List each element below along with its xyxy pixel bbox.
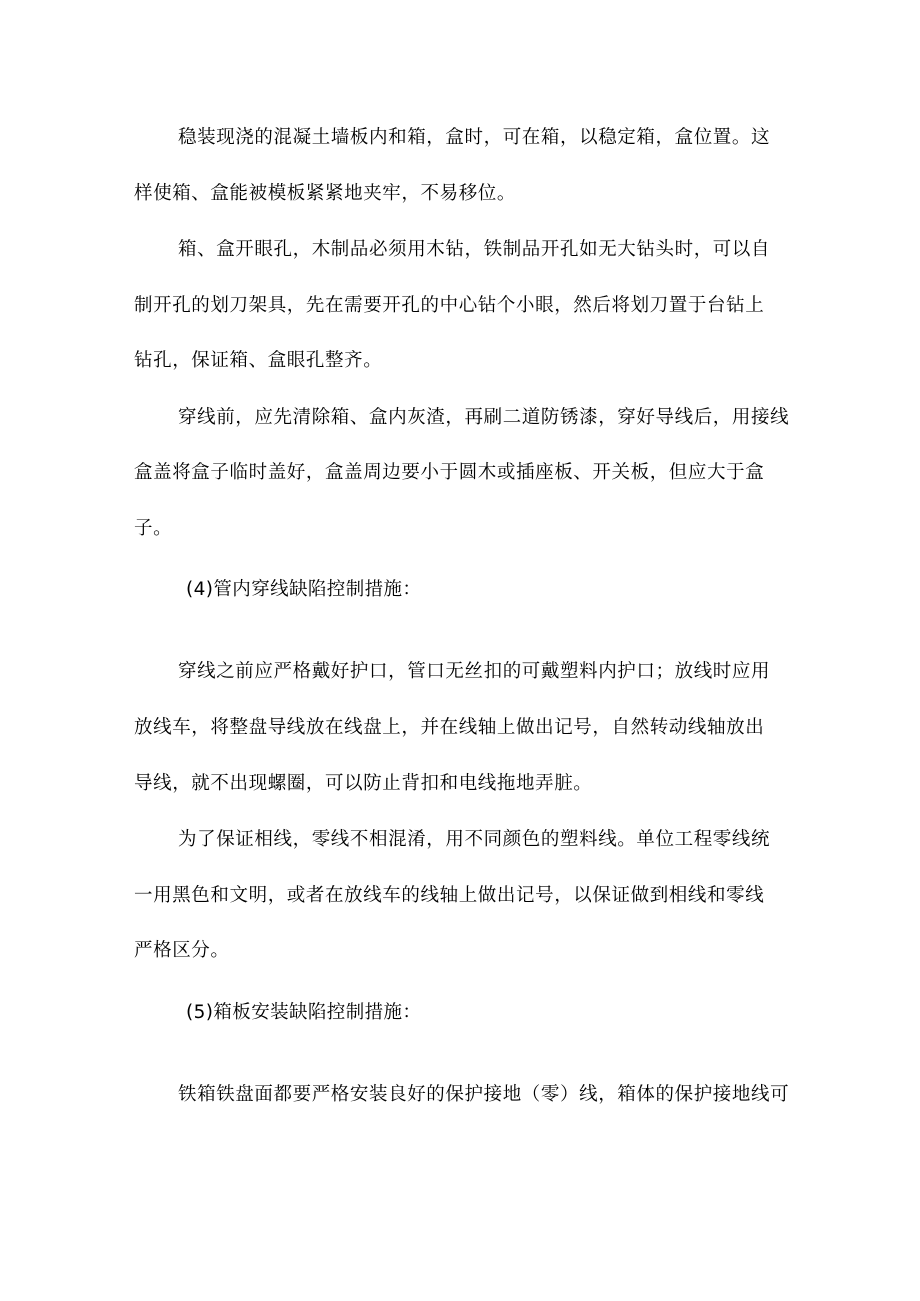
paragraph-1-line-1: 稳装现浇的混凝土墙板内和箱，盒时，可在箱，以稳定箱，盒位置。这 [178, 127, 771, 148]
paragraph-5-line-2: 放线车，将整盘导线放在线盘上，并在线轴上做出记号，自然转动线轴放出 [134, 717, 765, 738]
paragraph-5-line-1: 穿线之前应严格戴好护口，管口无丝扣的可戴塑料内护口；放线时应用 [178, 661, 771, 682]
paragraph-3-line-2: 盒盖将盒子临时盖好，盒盖周边要小于圆木或插座板、开关板，但应大于盒 [134, 462, 765, 483]
paragraph-3-line-3: 子。 [134, 518, 173, 539]
paragraph-8-line-1: 铁箱铁盘面都要严格安装良好的保护接地（零）线，箱体的保护接地线可 [178, 1084, 790, 1105]
section-heading-5: (5)箱板安装缺陷控制措施： [186, 1002, 422, 1023]
section-heading-4: (4)管内穿线缺陷控制措施： [186, 579, 422, 600]
paragraph-2-line-3: 钻孔，保证箱、盒眼孔整齐。 [134, 350, 383, 371]
paragraph-2-line-2: 制开孔的划刀架具，先在需要开孔的中心钻个小眼，然后将划刀置于台钻上 [134, 295, 765, 316]
paragraph-1-line-2: 样使箱、盒能被模板紧紧地夹牢，不易移位。 [134, 183, 517, 204]
paragraph-3-line-1: 穿线前，应先清除箱、盒内灰渣，再刷二道防锈漆，穿好导线后，用接线 [178, 407, 790, 428]
paragraph-6-line-3: 严格区分。 [134, 940, 230, 961]
paragraph-6-line-2: 一用黑色和文明，或者在放线车的线轴上做出记号，以保证做到相线和零线 [134, 885, 765, 906]
paragraph-2-line-1: 箱、盒开眼孔，木制品必须用木钻，铁制品开孔如无大钻头时，可以自 [178, 239, 771, 260]
paragraph-5-line-3: 导线，就不出现螺圈，可以防止背扣和电线拖地弄脏。 [134, 773, 593, 794]
paragraph-6-line-1: 为了保证相线，零线不相混淆，用不同颜色的塑料线。单位工程零线统 [178, 829, 771, 850]
